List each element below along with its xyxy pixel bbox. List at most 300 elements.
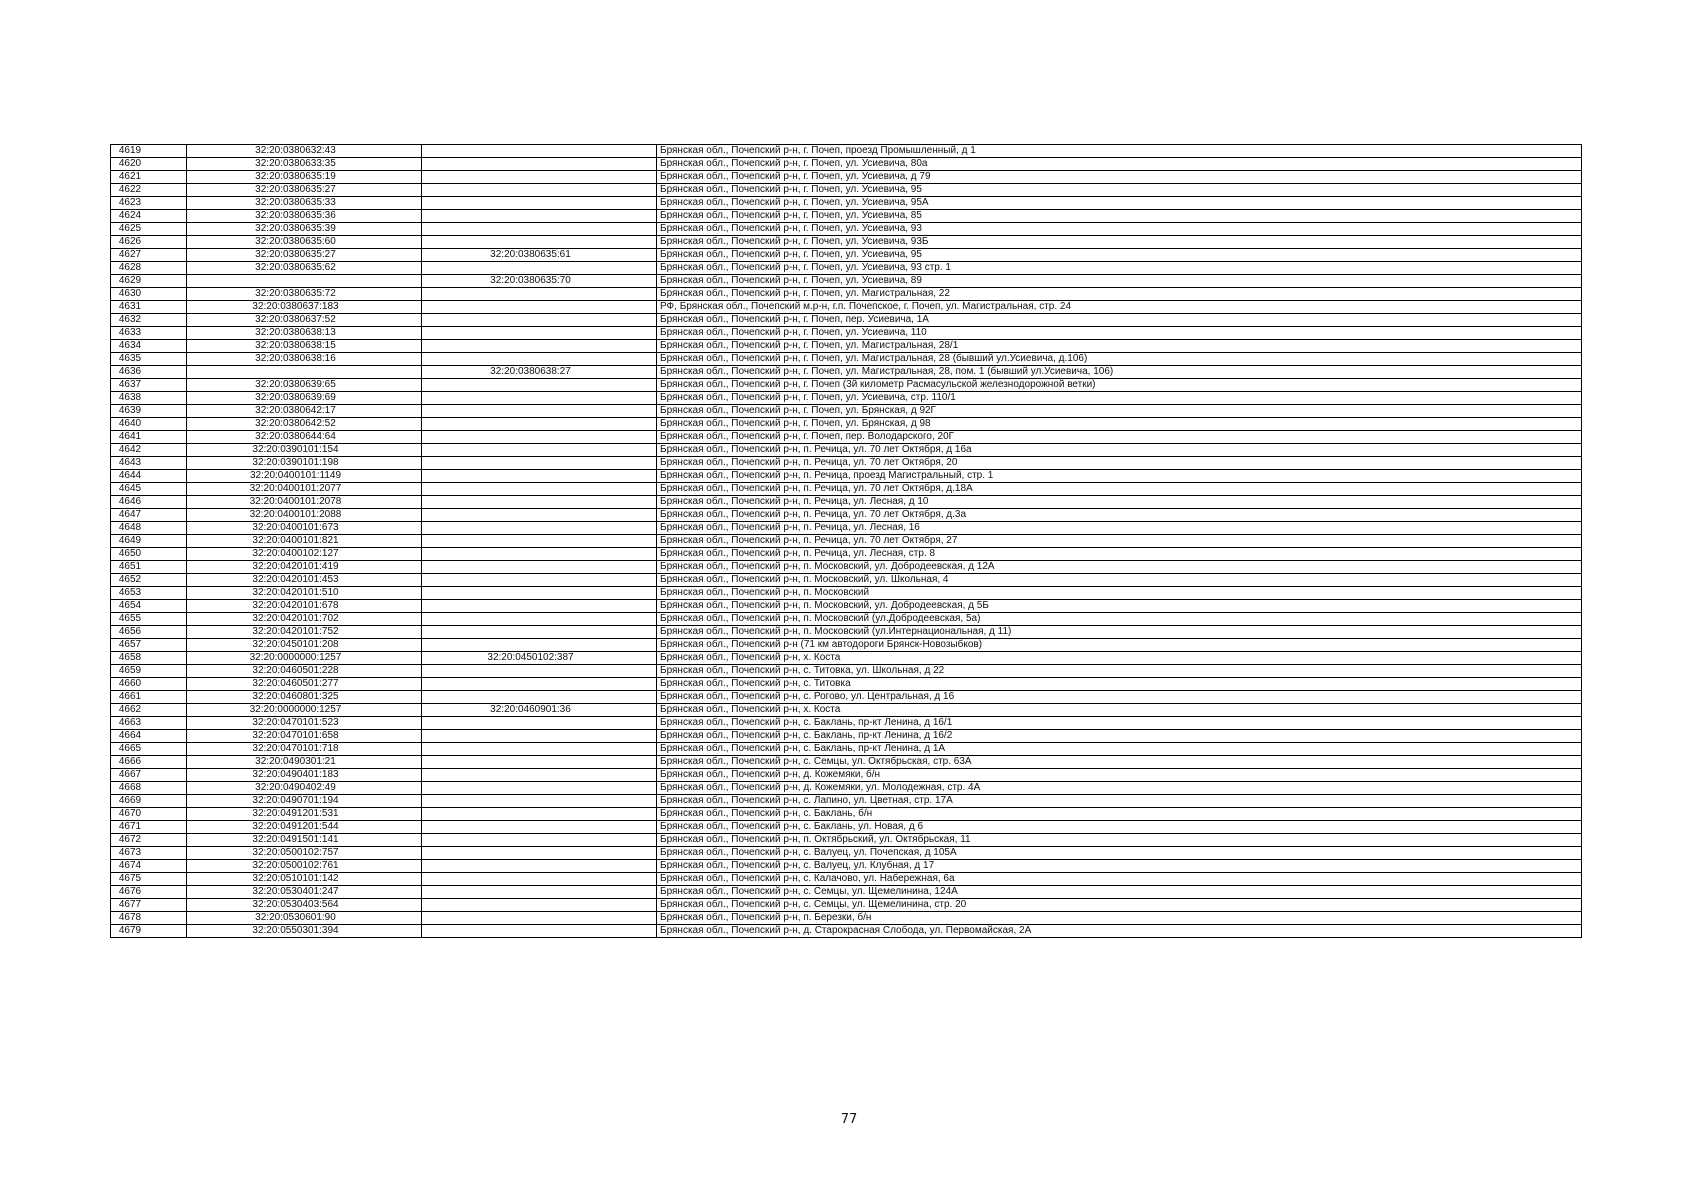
cadastral-number-cell: 32:20:0380635:62 — [187, 262, 422, 275]
cadastral-number-cell: 32:20:0491201:544 — [187, 821, 422, 834]
address-cell: Брянская обл., Почепский р-н, х. Коста — [657, 704, 1582, 717]
address-cell: РФ, Брянская обл., Почепский м.р-н, г.п. Почепское, г. Почеп, ул. Магистральная, стр. 24 — [657, 301, 1582, 314]
related-cadastral-number-cell — [422, 678, 657, 691]
address-cell: Брянская обл., Почепский р-н, г. Почеп, ул. Усиевича, 93Б — [657, 236, 1582, 249]
cadastral-number-cell: 32:20:0420101:510 — [187, 587, 422, 600]
cadastral-number-cell: 32:20:0490701:194 — [187, 795, 422, 808]
related-cadastral-number-cell — [422, 730, 657, 743]
related-cadastral-number-cell — [422, 873, 657, 886]
cadastral-number-cell: 32:20:0380638:16 — [187, 353, 422, 366]
table-row — [111, 483, 1582, 496]
cadastral-number-cell — [187, 366, 422, 379]
cadastral-number-cell: 32:20:0460501:228 — [187, 665, 422, 678]
cadastral-number-cell: 32:20:0530601:90 — [187, 912, 422, 925]
related-cadastral-number-cell — [422, 626, 657, 639]
row-number-cell: 4648 — [111, 522, 187, 535]
page-number: 77 — [840, 1112, 858, 1127]
cadastral-number-cell: 32:20:0400101:821 — [187, 535, 422, 548]
table-row — [111, 249, 1582, 262]
address-cell: Брянская обл., Почепский р-н, г. Почеп, ул. Усиевича, 85 — [657, 210, 1582, 223]
address-cell: Брянская обл., Почепский р-н, г. Почеп, ул. Усиевича, 93 — [657, 223, 1582, 236]
row-number-cell: 4652 — [111, 574, 187, 587]
table-row — [111, 184, 1582, 197]
row-number-cell: 4671 — [111, 821, 187, 834]
related-cadastral-number-cell — [422, 457, 657, 470]
table-row — [111, 548, 1582, 561]
address-cell: Брянская обл., Почепский р-н (71 км автодороги Брянск-Новозыбков) — [657, 639, 1582, 652]
table-row — [111, 210, 1582, 223]
related-cadastral-number-cell — [422, 210, 657, 223]
address-cell: Брянская обл., Почепский р-н, г. Почеп, ул. Магистральная, 22 — [657, 288, 1582, 301]
table-row — [111, 587, 1582, 600]
row-number-cell: 4640 — [111, 418, 187, 431]
related-cadastral-number-cell — [422, 860, 657, 873]
address-cell: Брянская обл., Почепский р-н, п. Речица, ул. 70 лет Октября, д.18А — [657, 483, 1582, 496]
registry-table-body — [111, 145, 1582, 938]
table-row — [111, 652, 1582, 665]
address-cell: Брянская обл., Почепский р-н, д. Кожемяки, б/н — [657, 769, 1582, 782]
cadastral-number-cell: 32:20:0380632:43 — [187, 145, 422, 158]
table-row — [111, 314, 1582, 327]
address-cell: Брянская обл., Почепский р-н, п. Березки, б/н — [657, 912, 1582, 925]
related-cadastral-number-cell — [422, 353, 657, 366]
row-number-cell: 4667 — [111, 769, 187, 782]
table-row — [111, 717, 1582, 730]
table-row — [111, 600, 1582, 613]
table-row — [111, 171, 1582, 184]
table-row — [111, 392, 1582, 405]
cadastral-number-cell: 32:20:0380638:15 — [187, 340, 422, 353]
cadastral-number-cell: 32:20:0400101:2077 — [187, 483, 422, 496]
cadastral-number-cell: 32:20:0460801:325 — [187, 691, 422, 704]
row-number-cell: 4672 — [111, 834, 187, 847]
cadastral-number-cell: 32:20:0380639:69 — [187, 392, 422, 405]
related-cadastral-number-cell — [422, 262, 657, 275]
related-cadastral-number-cell — [422, 184, 657, 197]
address-cell: Брянская обл., Почепский р-н, п. Московский, ул. Добродеевская, д 5Б — [657, 600, 1582, 613]
address-cell: Брянская обл., Почепский р-н, д. Кожемяки, ул. Молодежная, стр. 4А — [657, 782, 1582, 795]
table-row — [111, 665, 1582, 678]
address-cell: Брянская обл., Почепский р-н, с. Баклань, пр-кт Ленина, д 1А — [657, 743, 1582, 756]
address-cell: Брянская обл., Почепский р-н, с. Баклань, б/н — [657, 808, 1582, 821]
registry-table — [110, 144, 1582, 938]
row-number-cell: 4634 — [111, 340, 187, 353]
related-cadastral-number-cell: 32:20:0380638:27 — [422, 366, 657, 379]
cadastral-number-cell: 32:20:0491501:141 — [187, 834, 422, 847]
row-number-cell: 4646 — [111, 496, 187, 509]
row-number-cell: 4638 — [111, 392, 187, 405]
table-row — [111, 912, 1582, 925]
related-cadastral-number-cell — [422, 236, 657, 249]
table-row — [111, 639, 1582, 652]
address-cell: Брянская обл., Почепский р-н, г. Почеп, ул. Усиевича, 110 — [657, 327, 1582, 340]
related-cadastral-number-cell — [422, 899, 657, 912]
table-row — [111, 574, 1582, 587]
table-row — [111, 626, 1582, 639]
related-cadastral-number-cell — [422, 808, 657, 821]
address-cell: Брянская обл., Почепский р-н, п. Речица, проезд Магистральный, стр. 1 — [657, 470, 1582, 483]
row-number-cell: 4673 — [111, 847, 187, 860]
row-number-cell: 4622 — [111, 184, 187, 197]
related-cadastral-number-cell: 32:20:0380635:70 — [422, 275, 657, 288]
row-number-cell: 4642 — [111, 444, 187, 457]
row-number-cell: 4661 — [111, 691, 187, 704]
table-row — [111, 678, 1582, 691]
address-cell: Брянская обл., Почепский р-н, с. Титовка — [657, 678, 1582, 691]
related-cadastral-number-cell: 32:20:0450102:387 — [422, 652, 657, 665]
row-number-cell: 4655 — [111, 613, 187, 626]
address-cell: Брянская обл., Почепский р-н, г. Почеп, ул. Усиевича, 80а — [657, 158, 1582, 171]
row-number-cell: 4653 — [111, 587, 187, 600]
related-cadastral-number-cell — [422, 405, 657, 418]
cadastral-number-cell: 32:20:0400102:127 — [187, 548, 422, 561]
row-number-cell: 4645 — [111, 483, 187, 496]
address-cell: Брянская обл., Почепский р-н, г. Почеп, ул. Усиевича, 93 стр. 1 — [657, 262, 1582, 275]
related-cadastral-number-cell — [422, 314, 657, 327]
related-cadastral-number-cell — [422, 691, 657, 704]
table-row — [111, 795, 1582, 808]
related-cadastral-number-cell — [422, 574, 657, 587]
table-row — [111, 431, 1582, 444]
address-cell: Брянская обл., Почепский р-н, с. Титовка, ул. Школьная, д 22 — [657, 665, 1582, 678]
cadastral-number-cell: 32:20:0380638:13 — [187, 327, 422, 340]
row-number-cell: 4676 — [111, 886, 187, 899]
address-cell: Брянская обл., Почепский р-н, д. Старокрасная Слобода, ул. Первомайская, 2А — [657, 925, 1582, 938]
cadastral-number-cell: 32:20:0380637:183 — [187, 301, 422, 314]
address-cell: Брянская обл., Почепский р-н, х. Коста — [657, 652, 1582, 665]
address-cell: Брянская обл., Почепский р-н, г. Почеп, пер. Усиевича, 1А — [657, 314, 1582, 327]
cadastral-number-cell: 32:20:0380639:65 — [187, 379, 422, 392]
address-cell: Брянская обл., Почепский р-н, г. Почеп, ул. Усиевича, 89 — [657, 275, 1582, 288]
row-number-cell: 4650 — [111, 548, 187, 561]
row-number-cell: 4627 — [111, 249, 187, 262]
address-cell: Брянская обл., Почепский р-н, п. Московский (ул.Добродеевская, 5а) — [657, 613, 1582, 626]
address-cell: Брянская обл., Почепский р-н, с. Баклань, пр-кт Ленина, д 16/2 — [657, 730, 1582, 743]
address-cell: Брянская обл., Почепский р-н, с. Семцы, ул. Щемелинина, 124А — [657, 886, 1582, 899]
cadastral-number-cell: 32:20:0470101:658 — [187, 730, 422, 743]
row-number-cell: 4647 — [111, 509, 187, 522]
address-cell: Брянская обл., Почепский р-н, с. Семцы, ул. Щемелинина, стр. 20 — [657, 899, 1582, 912]
address-cell: Брянская обл., Почепский р-н, г. Почеп, ул. Магистральная, 28/1 — [657, 340, 1582, 353]
address-cell: Брянская обл., Почепский р-н, г. Почеп, ул. Усиевича, д 79 — [657, 171, 1582, 184]
row-number-cell: 4663 — [111, 717, 187, 730]
address-cell: Брянская обл., Почепский р-н, п. Московский, ул. Добродеевская, д 12А — [657, 561, 1582, 574]
table-row — [111, 873, 1582, 886]
cadastral-number-cell: 32:20:0380635:27 — [187, 184, 422, 197]
related-cadastral-number-cell — [422, 756, 657, 769]
cadastral-number-cell: 32:20:0510101:142 — [187, 873, 422, 886]
related-cadastral-number-cell — [422, 535, 657, 548]
row-number-cell: 4664 — [111, 730, 187, 743]
table-row — [111, 340, 1582, 353]
table-row — [111, 691, 1582, 704]
row-number-cell: 4632 — [111, 314, 187, 327]
related-cadastral-number-cell — [422, 548, 657, 561]
row-number-cell: 4665 — [111, 743, 187, 756]
table-row — [111, 145, 1582, 158]
row-number-cell: 4626 — [111, 236, 187, 249]
row-number-cell: 4657 — [111, 639, 187, 652]
related-cadastral-number-cell — [422, 587, 657, 600]
table-row — [111, 353, 1582, 366]
address-cell: Брянская обл., Почепский р-н, с. Калачово, ул. Набережная, 6а — [657, 873, 1582, 886]
row-number-cell: 4628 — [111, 262, 187, 275]
related-cadastral-number-cell — [422, 418, 657, 431]
row-number-cell: 4670 — [111, 808, 187, 821]
cadastral-number-cell: 32:20:0380637:52 — [187, 314, 422, 327]
related-cadastral-number-cell — [422, 665, 657, 678]
related-cadastral-number-cell — [422, 743, 657, 756]
address-cell: Брянская обл., Почепский р-н, п. Речица, ул. Лесная, 16 — [657, 522, 1582, 535]
related-cadastral-number-cell — [422, 340, 657, 353]
cadastral-number-cell: 32:20:0380633:35 — [187, 158, 422, 171]
cadastral-number-cell: 32:20:0420101:752 — [187, 626, 422, 639]
cadastral-number-cell: 32:20:0380642:52 — [187, 418, 422, 431]
address-cell: Брянская обл., Почепский р-н, г. Почеп, ул. Усиевича, 95А — [657, 197, 1582, 210]
related-cadastral-number-cell — [422, 600, 657, 613]
cadastral-number-cell: 32:20:0390101:198 — [187, 457, 422, 470]
cadastral-number-cell: 32:20:0380644:64 — [187, 431, 422, 444]
cadastral-number-cell: 32:20:0450101:208 — [187, 639, 422, 652]
address-cell: Брянская обл., Почепский р-н, г. Почеп (3й километр Расмасульской железнодорожной ветки) — [657, 379, 1582, 392]
table-row — [111, 366, 1582, 379]
row-number-cell: 4643 — [111, 457, 187, 470]
row-number-cell: 4675 — [111, 873, 187, 886]
cadastral-number-cell: 32:20:0550301:394 — [187, 925, 422, 938]
cadastral-number-cell: 32:20:0380635:27 — [187, 249, 422, 262]
address-cell: Брянская обл., Почепский р-н, п. Октябрьский, ул. Октябрьская, 11 — [657, 834, 1582, 847]
row-number-cell: 4674 — [111, 860, 187, 873]
row-number-cell: 4668 — [111, 782, 187, 795]
table-row — [111, 899, 1582, 912]
table-row — [111, 522, 1582, 535]
cadastral-number-cell: 32:20:0380635:39 — [187, 223, 422, 236]
row-number-cell: 4644 — [111, 470, 187, 483]
cadastral-number-cell: 32:20:0500102:761 — [187, 860, 422, 873]
row-number-cell: 4624 — [111, 210, 187, 223]
related-cadastral-number-cell — [422, 288, 657, 301]
related-cadastral-number-cell: 32:20:0460901:36 — [422, 704, 657, 717]
table-row — [111, 704, 1582, 717]
table-row — [111, 496, 1582, 509]
related-cadastral-number-cell — [422, 327, 657, 340]
row-number-cell: 4669 — [111, 795, 187, 808]
cadastral-number-cell — [187, 275, 422, 288]
address-cell: Брянская обл., Почепский р-н, п. Речица, ул. 70 лет Октября, 27 — [657, 535, 1582, 548]
table-row — [111, 223, 1582, 236]
address-cell: Брянская обл., Почепский р-н, г. Почеп, ул. Усиевича, стр. 110/1 — [657, 392, 1582, 405]
address-cell: Брянская обл., Почепский р-н, г. Почеп, пер. Володарского, 20Г — [657, 431, 1582, 444]
address-cell: Брянская обл., Почепский р-н, п. Московский — [657, 587, 1582, 600]
row-number-cell: 4636 — [111, 366, 187, 379]
table-row — [111, 470, 1582, 483]
cadastral-number-cell: 32:20:0460501:277 — [187, 678, 422, 691]
row-number-cell: 4637 — [111, 379, 187, 392]
row-number-cell: 4662 — [111, 704, 187, 717]
row-number-cell: 4660 — [111, 678, 187, 691]
address-cell: Брянская обл., Почепский р-н, п. Речица, ул. 70 лет Октября, д.3а — [657, 509, 1582, 522]
table-row — [111, 925, 1582, 938]
related-cadastral-number-cell: 32:20:0380635:61 — [422, 249, 657, 262]
table-row — [111, 236, 1582, 249]
row-number-cell: 4677 — [111, 899, 187, 912]
cadastral-number-cell: 32:20:0420101:702 — [187, 613, 422, 626]
table-row — [111, 301, 1582, 314]
related-cadastral-number-cell — [422, 171, 657, 184]
table-row — [111, 262, 1582, 275]
cadastral-number-cell: 32:20:0400101:1149 — [187, 470, 422, 483]
related-cadastral-number-cell — [422, 301, 657, 314]
related-cadastral-number-cell — [422, 912, 657, 925]
table-row — [111, 808, 1582, 821]
address-cell: Брянская обл., Почепский р-н, п. Речица, ул. Лесная, д 10 — [657, 496, 1582, 509]
related-cadastral-number-cell — [422, 886, 657, 899]
table-row — [111, 769, 1582, 782]
address-cell: Брянская обл., Почепский р-н, п. Речица, ул. 70 лет Октября, 20 — [657, 457, 1582, 470]
cadastral-number-cell: 32:20:0400101:2078 — [187, 496, 422, 509]
related-cadastral-number-cell — [422, 795, 657, 808]
row-number-cell: 4629 — [111, 275, 187, 288]
row-number-cell: 4620 — [111, 158, 187, 171]
related-cadastral-number-cell — [422, 197, 657, 210]
cadastral-number-cell: 32:20:0530401:247 — [187, 886, 422, 899]
row-number-cell: 4659 — [111, 665, 187, 678]
address-cell: Брянская обл., Почепский р-н, с. Валуец, ул. Почепская, д 105А — [657, 847, 1582, 860]
related-cadastral-number-cell — [422, 223, 657, 236]
row-number-cell: 4623 — [111, 197, 187, 210]
row-number-cell: 4666 — [111, 756, 187, 769]
address-cell: Брянская обл., Почепский р-н, г. Почеп, ул. Магистральная, 28, пом. 1 (бывший ул.Усиевича, 106) — [657, 366, 1582, 379]
related-cadastral-number-cell — [422, 639, 657, 652]
related-cadastral-number-cell — [422, 483, 657, 496]
related-cadastral-number-cell — [422, 444, 657, 457]
address-cell: Брянская обл., Почепский р-н, г. Почеп, ул. Брянская, д 98 — [657, 418, 1582, 431]
row-number-cell: 4621 — [111, 171, 187, 184]
related-cadastral-number-cell — [422, 392, 657, 405]
cadastral-number-cell: 32:20:0490401:183 — [187, 769, 422, 782]
row-number-cell: 4656 — [111, 626, 187, 639]
cadastral-number-cell: 32:20:0390101:154 — [187, 444, 422, 457]
related-cadastral-number-cell — [422, 925, 657, 938]
table-row — [111, 535, 1582, 548]
row-number-cell: 4649 — [111, 535, 187, 548]
cadastral-number-cell: 32:20:0380635:19 — [187, 171, 422, 184]
table-row — [111, 288, 1582, 301]
cadastral-number-cell: 32:20:0470101:523 — [187, 717, 422, 730]
table-row — [111, 886, 1582, 899]
table-row — [111, 379, 1582, 392]
related-cadastral-number-cell — [422, 561, 657, 574]
related-cadastral-number-cell — [422, 158, 657, 171]
row-number-cell: 4678 — [111, 912, 187, 925]
table-row — [111, 509, 1582, 522]
table-row — [111, 275, 1582, 288]
table-row — [111, 327, 1582, 340]
cadastral-number-cell: 32:20:0530403:564 — [187, 899, 422, 912]
address-cell: Брянская обл., Почепский р-н, г. Почеп, ул. Брянская, д 92Г — [657, 405, 1582, 418]
cadastral-number-cell: 32:20:0380635:33 — [187, 197, 422, 210]
row-number-cell: 4639 — [111, 405, 187, 418]
related-cadastral-number-cell — [422, 821, 657, 834]
cadastral-number-cell: 32:20:0500102:757 — [187, 847, 422, 860]
row-number-cell: 4625 — [111, 223, 187, 236]
related-cadastral-number-cell — [422, 496, 657, 509]
address-cell: Брянская обл., Почепский р-н, г. Почеп, проезд Промышленный, д 1 — [657, 145, 1582, 158]
table-row — [111, 743, 1582, 756]
row-number-cell: 4654 — [111, 600, 187, 613]
table-row — [111, 197, 1582, 210]
row-number-cell: 4641 — [111, 431, 187, 444]
table-row — [111, 860, 1582, 873]
cadastral-number-cell: 32:20:0380635:36 — [187, 210, 422, 223]
cadastral-number-cell: 32:20:0470101:718 — [187, 743, 422, 756]
address-cell: Брянская обл., Почепский р-н, с. Баклань, ул. Новая, д 6 — [657, 821, 1582, 834]
table-row — [111, 613, 1582, 626]
address-cell: Брянская обл., Почепский р-н, г. Почеп, ул. Магистральная, 28 (бывший ул.Усиевича, д.106) — [657, 353, 1582, 366]
related-cadastral-number-cell — [422, 847, 657, 860]
cadastral-number-cell: 32:20:0380635:72 — [187, 288, 422, 301]
related-cadastral-number-cell — [422, 145, 657, 158]
cadastral-number-cell: 32:20:0380642:17 — [187, 405, 422, 418]
table-row — [111, 418, 1582, 431]
cadastral-number-cell: 32:20:0490402:49 — [187, 782, 422, 795]
address-cell: Брянская обл., Почепский р-н, п. Речица, ул. Лесная, стр. 8 — [657, 548, 1582, 561]
cadastral-number-cell: 32:20:0420101:453 — [187, 574, 422, 587]
row-number-cell: 4630 — [111, 288, 187, 301]
address-cell: Брянская обл., Почепский р-н, с. Валуец, ул. Клубная, д 17 — [657, 860, 1582, 873]
row-number-cell: 4651 — [111, 561, 187, 574]
cadastral-number-cell: 32:20:0490301:21 — [187, 756, 422, 769]
row-number-cell: 4658 — [111, 652, 187, 665]
table-row — [111, 821, 1582, 834]
table-row — [111, 756, 1582, 769]
related-cadastral-number-cell — [422, 782, 657, 795]
table-row — [111, 444, 1582, 457]
address-cell: Брянская обл., Почепский р-н, с. Семцы, ул. Октябрьская, стр. 63А — [657, 756, 1582, 769]
row-number-cell: 4631 — [111, 301, 187, 314]
table-row — [111, 782, 1582, 795]
related-cadastral-number-cell — [422, 470, 657, 483]
table-row — [111, 730, 1582, 743]
table-row — [111, 405, 1582, 418]
table-row — [111, 561, 1582, 574]
row-number-cell: 4635 — [111, 353, 187, 366]
row-number-cell: 4619 — [111, 145, 187, 158]
address-cell: Брянская обл., Почепский р-н, с. Лапино, ул. Цветная, стр. 17А — [657, 795, 1582, 808]
cadastral-number-cell: 32:20:0400101:673 — [187, 522, 422, 535]
cadastral-number-cell: 32:20:0000000:1257 — [187, 652, 422, 665]
table-row — [111, 158, 1582, 171]
related-cadastral-number-cell — [422, 717, 657, 730]
address-cell: Брянская обл., Почепский р-н, п. Московский, ул. Школьная, 4 — [657, 574, 1582, 587]
related-cadastral-number-cell — [422, 431, 657, 444]
related-cadastral-number-cell — [422, 769, 657, 782]
address-cell: Брянская обл., Почепский р-н, п. Московский (ул.Интернациональная, д 11) — [657, 626, 1582, 639]
address-cell: Брянская обл., Почепский р-н, г. Почеп, ул. Усиевича, 95 — [657, 184, 1582, 197]
cadastral-number-cell: 32:20:0400101:2088 — [187, 509, 422, 522]
related-cadastral-number-cell — [422, 613, 657, 626]
address-cell: Брянская обл., Почепский р-н, с. Баклань, пр-кт Ленина, д 16/1 — [657, 717, 1582, 730]
related-cadastral-number-cell — [422, 379, 657, 392]
cadastral-number-cell: 32:20:0000000:1257 — [187, 704, 422, 717]
related-cadastral-number-cell — [422, 522, 657, 535]
related-cadastral-number-cell — [422, 509, 657, 522]
table-row — [111, 847, 1582, 860]
row-number-cell: 4633 — [111, 327, 187, 340]
table-row — [111, 457, 1582, 470]
address-cell: Брянская обл., Почепский р-н, с. Рогово, ул. Центральная, д 16 — [657, 691, 1582, 704]
table-row — [111, 834, 1582, 847]
